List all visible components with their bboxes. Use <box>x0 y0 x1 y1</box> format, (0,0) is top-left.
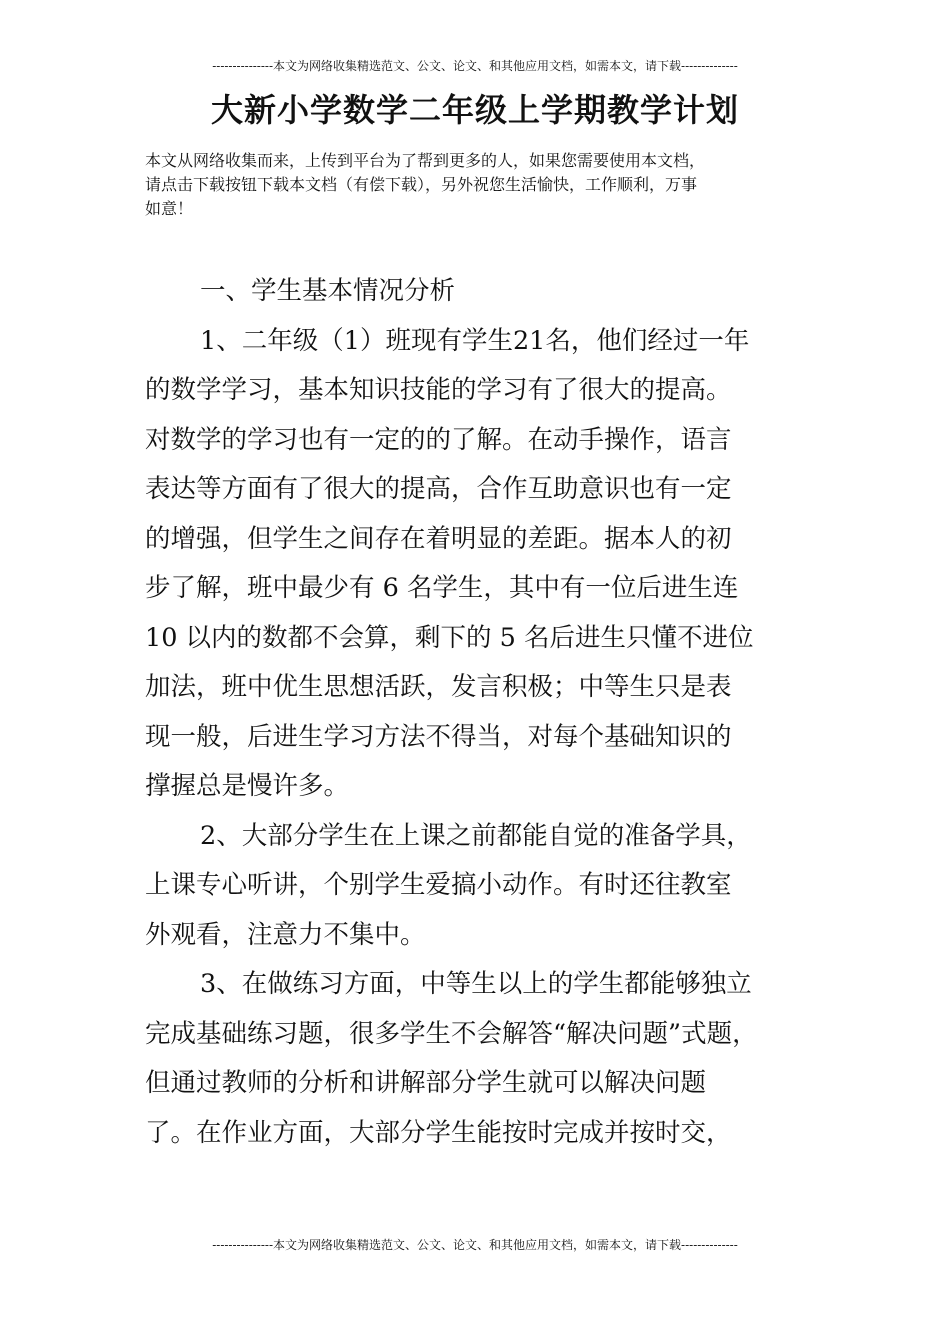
body-line: 对数学的学习也有一定的的了解。在动手操作，语言 <box>145 424 732 455</box>
body-line: 的数学学习，基本知识技能的学习有了很大的提高。 <box>145 375 732 405</box>
body-line: 3、在做练习方面，中等生以上的学生都能够独立 <box>200 969 752 999</box>
body-line: 外观看，注意力不集中。 <box>145 919 426 950</box>
body-line: 步了解，班中最少有 6 名学生，其中有一位后进生连 <box>145 573 739 603</box>
body-line: 上课专心听讲，个别学生爱搞小动作。有时还往教室 <box>145 870 732 900</box>
body-line: 完成基础练习题，很多学生不会解答“解决问题”式题， <box>145 1018 758 1049</box>
body-line: 2、大部分学生在上课之前都能自觉的准备学具， <box>200 820 752 851</box>
body-line: 表达等方面有了很大的提高，合作互助意识也有一定 <box>145 474 732 504</box>
page-footer: ---------------本文为网络收集精选范文、公文、论文、和其他应用文档，如需本文，请下载-------------- <box>212 1238 738 1252</box>
body-line: 1、二年级（1）班现有学生21名，他们经过一年 <box>200 325 750 356</box>
document-title: 大新小学数学二年级上学期教学计划 <box>210 91 739 129</box>
intro-line: 请点击下载按钮下载本文档（有偿下载），另外祝您生活愉快，工作顺利，万事 <box>145 175 698 194</box>
intro-line: 如意！ <box>145 199 194 218</box>
body-line: 的增强，但学生之间存在着明显的差距。据本人的初 <box>145 523 732 554</box>
body-line: 但通过教师的分析和讲解部分学生就可以解决问题 <box>145 1068 707 1098</box>
body-line: 10 以内的数都不会算，剩下的 5 名后进生只懂不进位 <box>145 622 754 653</box>
body-line: 现一般，后进生学习方法不得当，对每个基础知识的 <box>145 721 732 752</box>
body-line: 撑握总是慢许多。 <box>145 771 350 801</box>
body-content <box>145 267 815 1158</box>
intro-paragraph <box>145 149 810 221</box>
page-header: ---------------本文为网络收集精选范文、公文、论文、和其他应用文档，如需本文，请下载-------------- <box>212 59 738 73</box>
intro-line: 本文从网络收集而来，上传到平台为了帮到更多的人，如果您需要使用本文档， <box>145 151 706 170</box>
section-heading: 一、学生基本情况分析 <box>200 276 456 306</box>
body-line: 加法，班中优生思想活跃，发言积极；中等生只是表 <box>145 672 732 702</box>
body-line: 了。在作业方面，大部分学生能按时完成并按时交， <box>145 1117 732 1148</box>
